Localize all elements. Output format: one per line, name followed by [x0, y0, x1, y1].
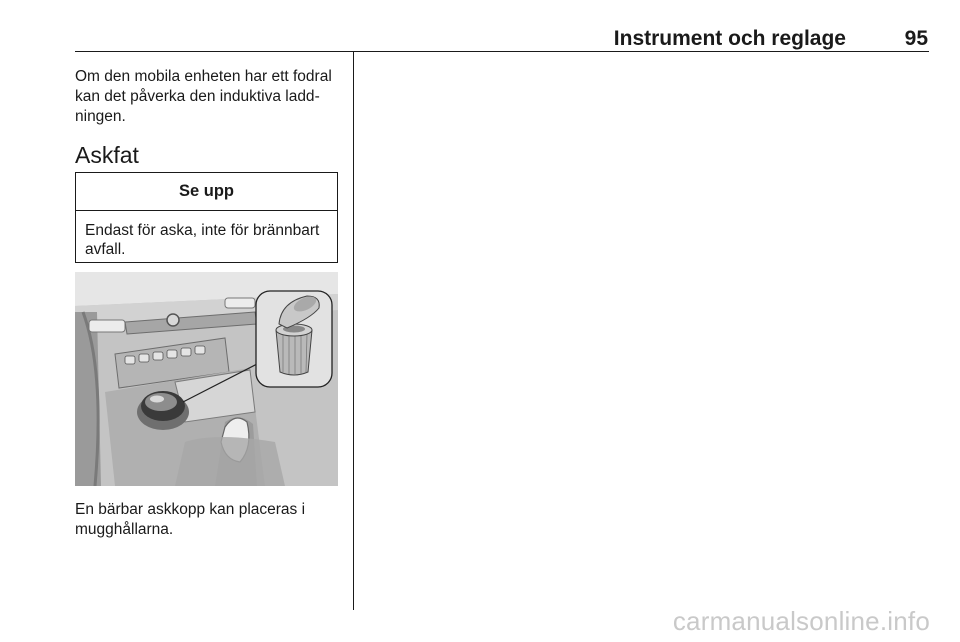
caution-box [75, 172, 338, 263]
watermark: carmanualsonline.info [672, 606, 930, 636]
header-divider [75, 51, 929, 52]
page-number: 95 [904, 27, 928, 50]
outro-paragraph: En bärbar askkopp kan placeras i mugghållarna. [75, 501, 306, 538]
caution-title: Se upp [76, 173, 337, 211]
page-header-title: Instrument och reglage [613, 27, 846, 50]
column-divider [353, 52, 354, 610]
section-heading: Askfat [75, 142, 139, 168]
ashtray-illustration [75, 272, 338, 486]
intro-paragraph: Om den mobila enheten har ett fodral kan det påverka den induktiva laddningen. [75, 68, 332, 125]
caution-text: Endast för aska, inte för brännbart avfall. [85, 222, 320, 258]
